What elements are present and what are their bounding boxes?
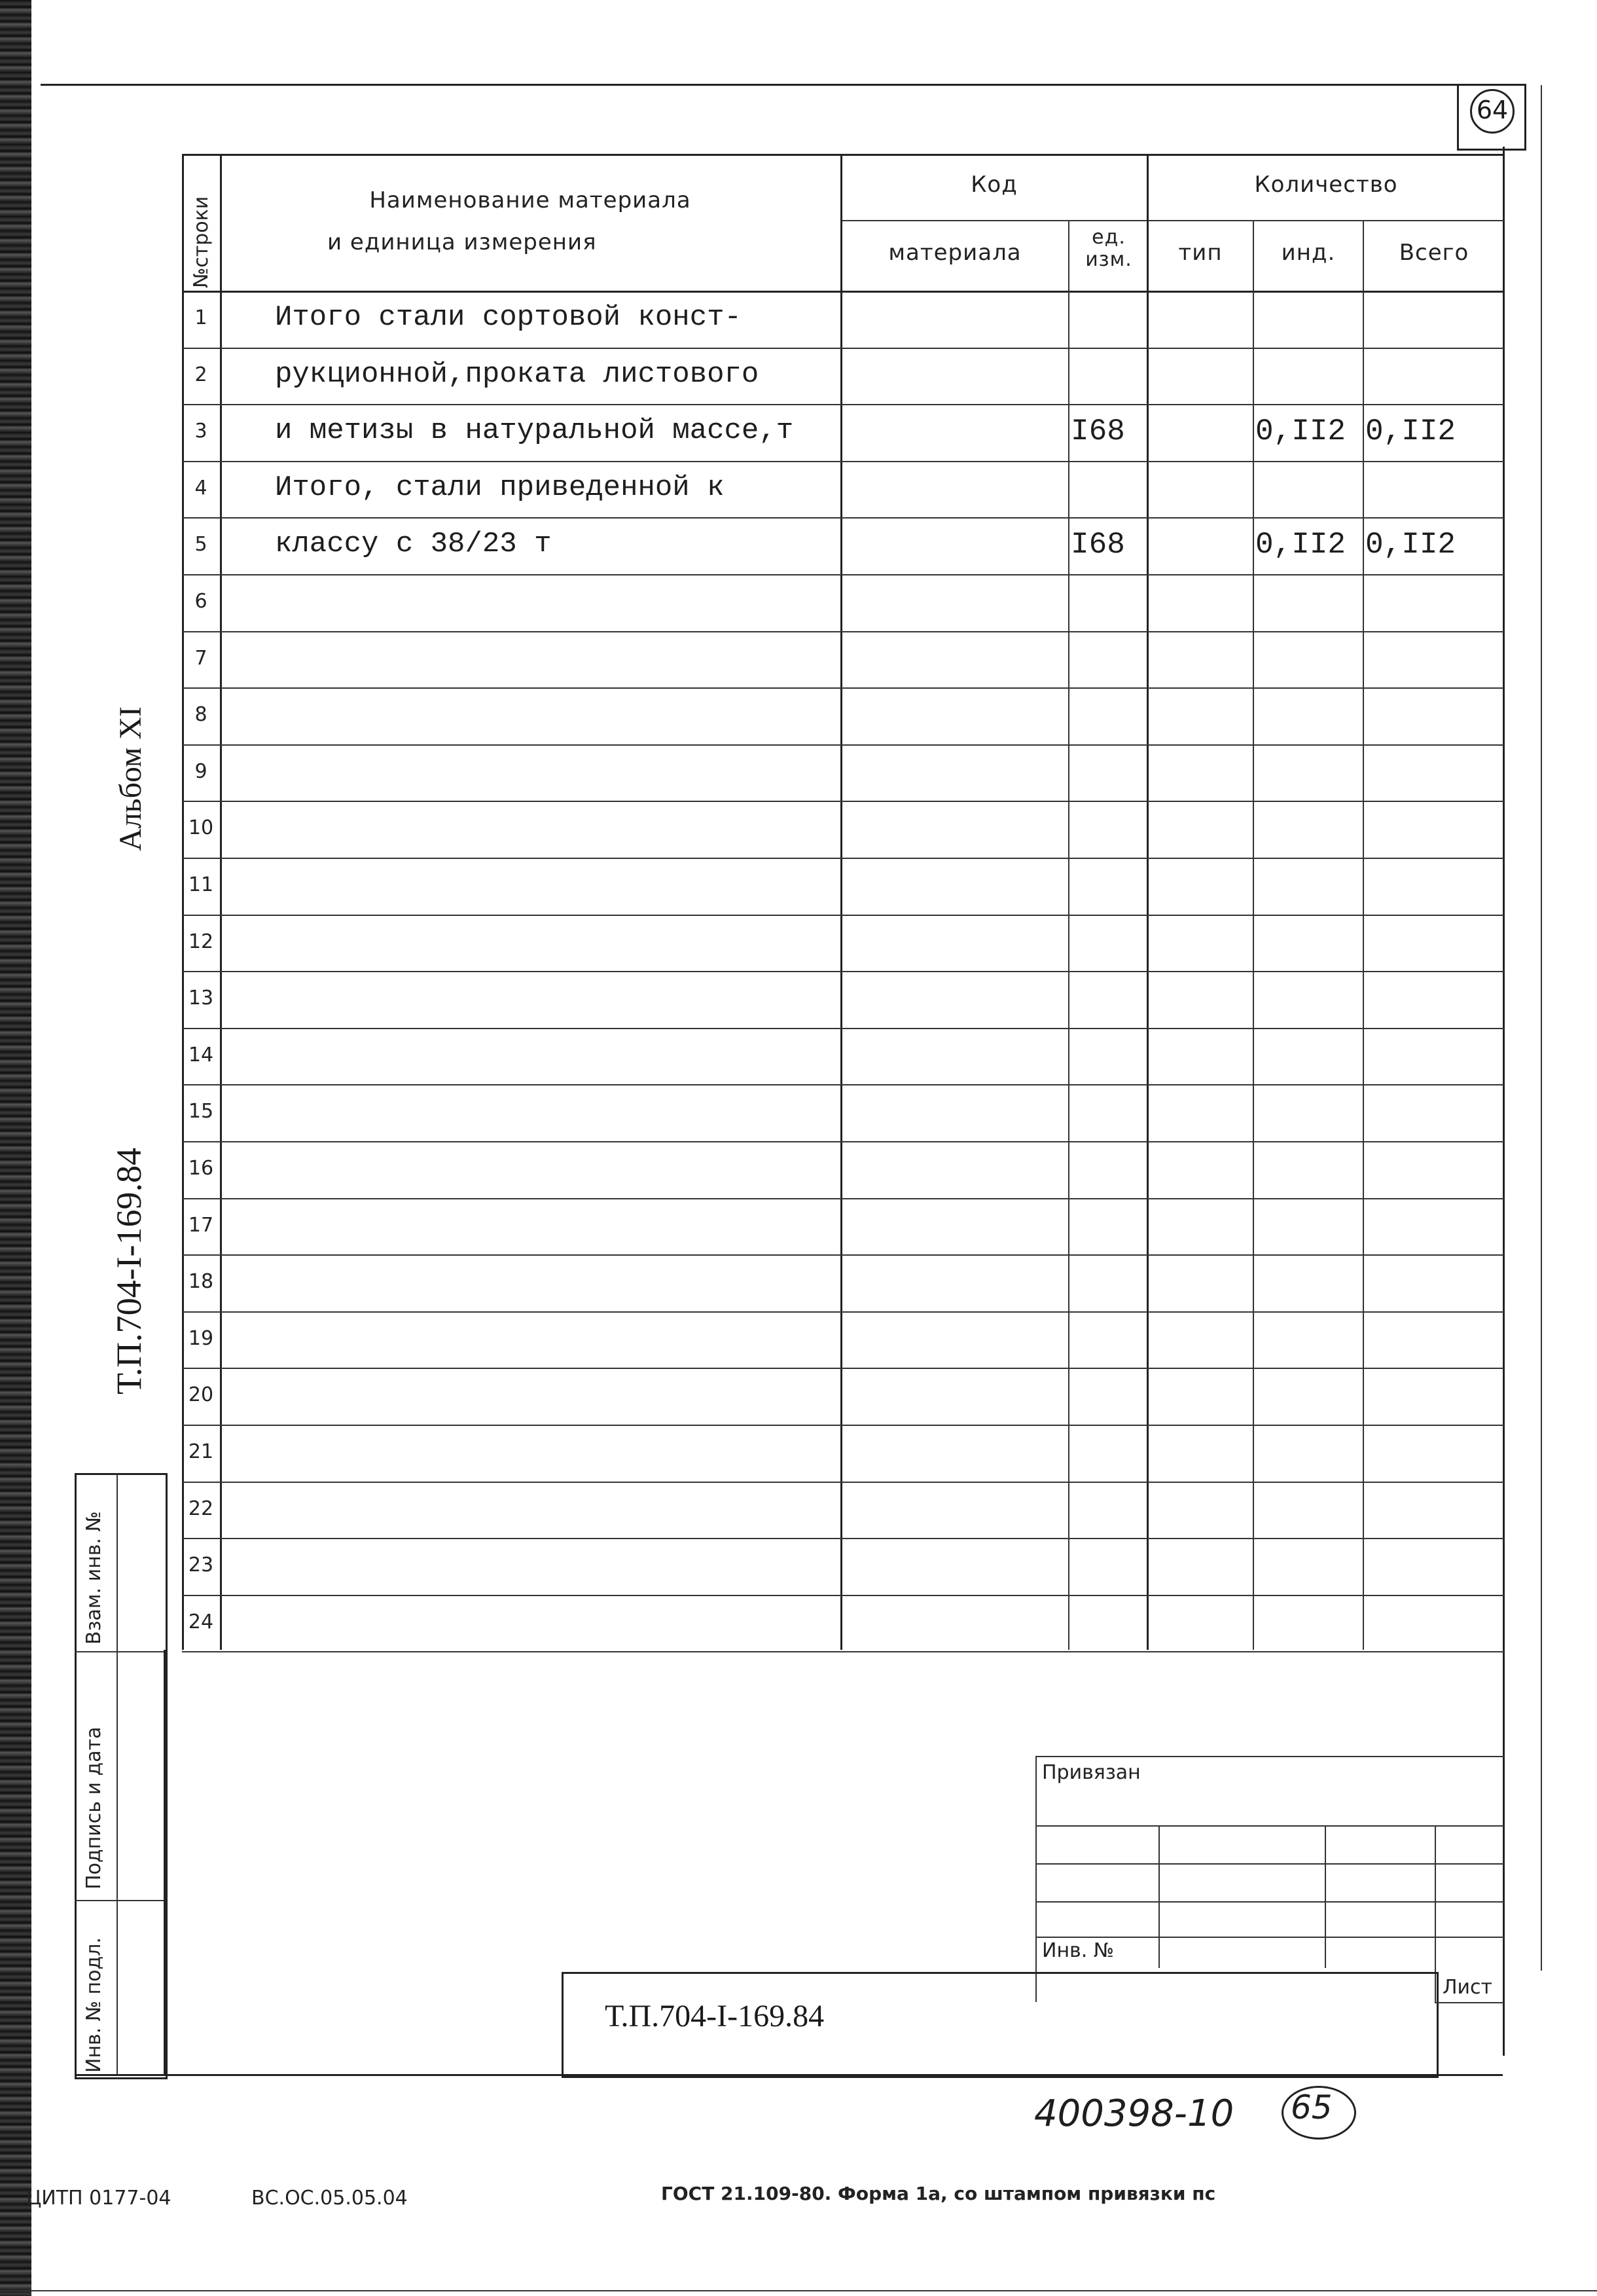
row-divider [182, 404, 1504, 405]
privyazan-label: Привязан [1042, 1761, 1141, 1784]
privyazan-line2 [1035, 1863, 1504, 1865]
frame-right-outer [1541, 85, 1542, 1971]
privyazan-col1 [1158, 1825, 1160, 1968]
row-name: Итого, стали приведенной к [275, 471, 725, 504]
row-divider [182, 744, 1504, 746]
page-number: 64 [1476, 96, 1509, 124]
row-divider [182, 971, 1504, 972]
side-stamp-divider [117, 1473, 118, 2075]
header-name-line2: и единица измерения [327, 229, 597, 255]
footer-left1: ЦИТП 0177-04 [26, 2187, 171, 2210]
row-divider [182, 517, 1504, 519]
side-vzam-inv: Взам. инв. № [82, 1511, 105, 1645]
inv-no-label: Инв. № [1042, 1939, 1115, 1962]
row-number: 1 [194, 306, 207, 329]
row-number: 12 [188, 930, 214, 953]
row-divider [182, 1651, 1504, 1652]
scan-edge [0, 0, 31, 2296]
row-divider [182, 1254, 1504, 1256]
header-qty-typ: тип [1178, 240, 1223, 266]
row-number: 2 [194, 363, 207, 386]
row-unit: I68 [1071, 414, 1125, 448]
row-divider [182, 348, 1504, 349]
row-name: рукционной,проката листового [275, 358, 759, 391]
row-number: 19 [188, 1327, 214, 1350]
privyazan-line1 [1035, 1825, 1504, 1827]
header-code-unit: ед. изм. [1085, 226, 1132, 271]
row-number: 9 [194, 760, 207, 783]
header-qty-ind: инд. [1281, 240, 1336, 266]
handwritten-sheet: 65 [1291, 2088, 1333, 2126]
footer-left2: ВС.ОС.05.05.04 [251, 2187, 408, 2210]
privyazan-top [1035, 1756, 1504, 1757]
row-unit: I68 [1071, 528, 1125, 562]
row-number: 14 [188, 1044, 214, 1066]
header-row-number: №строки [190, 196, 213, 288]
row-number: 3 [194, 420, 207, 443]
header-code: Код [971, 172, 1018, 198]
footer-rule [0, 2290, 1597, 2291]
row-divider [182, 461, 1504, 462]
row-divider [182, 631, 1504, 632]
header-top-line [182, 154, 1504, 156]
row-divider [182, 1482, 1504, 1483]
side-stamp-line2 [75, 1900, 164, 1901]
frame-top [41, 84, 1458, 86]
row-divider [182, 1368, 1504, 1369]
col-line-ind [1363, 220, 1364, 1650]
row-name: и метизы в натуральной массе,т [275, 414, 794, 447]
row-ind: 0,II2 [1255, 528, 1346, 562]
row-number: 13 [188, 987, 214, 1010]
col-line-typ [1253, 220, 1254, 1650]
privyazan-left [1035, 1756, 1037, 2002]
album-label: Альбом XI [113, 706, 148, 851]
row-number: 10 [188, 816, 214, 839]
row-divider [182, 1084, 1504, 1085]
row-divider [182, 574, 1504, 575]
privyazan-line3 [1035, 1901, 1504, 1903]
row-divider [182, 1141, 1504, 1142]
row-number: 18 [188, 1270, 214, 1293]
side-doc-code: Т.П.704-I-169.84 [109, 1147, 149, 1394]
handwritten-number: 400398-10 [1034, 2092, 1234, 2135]
header-code-material: материала [888, 240, 1022, 266]
row-number: 7 [194, 647, 207, 670]
row-divider [182, 1595, 1504, 1596]
row-divider [182, 1538, 1504, 1539]
row-number: 24 [188, 1611, 214, 1633]
row-divider [182, 801, 1504, 802]
privyazan-line4 [1035, 1937, 1504, 1938]
privyazan-col2 [1325, 1825, 1326, 1968]
side-stamp-line1 [75, 1651, 164, 1652]
header-name-line1: Наименование материала [369, 187, 691, 213]
frame-left-lower [164, 1650, 166, 2075]
row-divider [182, 1198, 1504, 1199]
header-quantity: Количество [1254, 172, 1398, 198]
header-qty-total: Всего [1399, 240, 1469, 266]
col-line-unit [1068, 220, 1069, 1650]
list-line [1435, 2002, 1504, 2003]
row-number: 20 [188, 1383, 214, 1406]
side-inv-podl: Инв. № подл. [82, 1937, 105, 2073]
side-podpis-data: Подпись и дата [82, 1726, 105, 1889]
row-number: 6 [194, 590, 207, 613]
row-divider [182, 1425, 1504, 1426]
row-number: 17 [188, 1214, 214, 1237]
header-bottom-line [182, 291, 1504, 293]
row-divider [182, 858, 1504, 859]
row-divider [182, 687, 1504, 689]
row-number: 11 [188, 873, 214, 896]
row-number: 15 [188, 1100, 214, 1123]
row-divider [182, 1311, 1504, 1313]
row-name: Итого стали сортовой конст- [275, 301, 742, 334]
footer-center: ГОСТ 21.109-80. Форма 1а, со штампом привязки пс [661, 2183, 1216, 2204]
row-number: 5 [194, 533, 207, 556]
row-ind: 0,II2 [1255, 414, 1346, 448]
row-number: 4 [194, 477, 207, 500]
list-label: Лист [1443, 1976, 1493, 1999]
row-divider [182, 1028, 1504, 1029]
row-total: 0,II2 [1365, 528, 1456, 562]
row-number: 21 [188, 1440, 214, 1463]
row-divider [182, 915, 1504, 916]
row-number: 23 [188, 1554, 214, 1576]
row-number: 16 [188, 1157, 214, 1180]
row-number: 8 [194, 703, 207, 726]
row-total: 0,II2 [1365, 414, 1456, 448]
title-doc-code: Т.П.704-I-169.84 [605, 1999, 825, 2033]
header-mid-line [840, 220, 1504, 221]
row-number: 22 [188, 1497, 214, 1520]
row-name: классу с 38/23 т [275, 528, 552, 560]
